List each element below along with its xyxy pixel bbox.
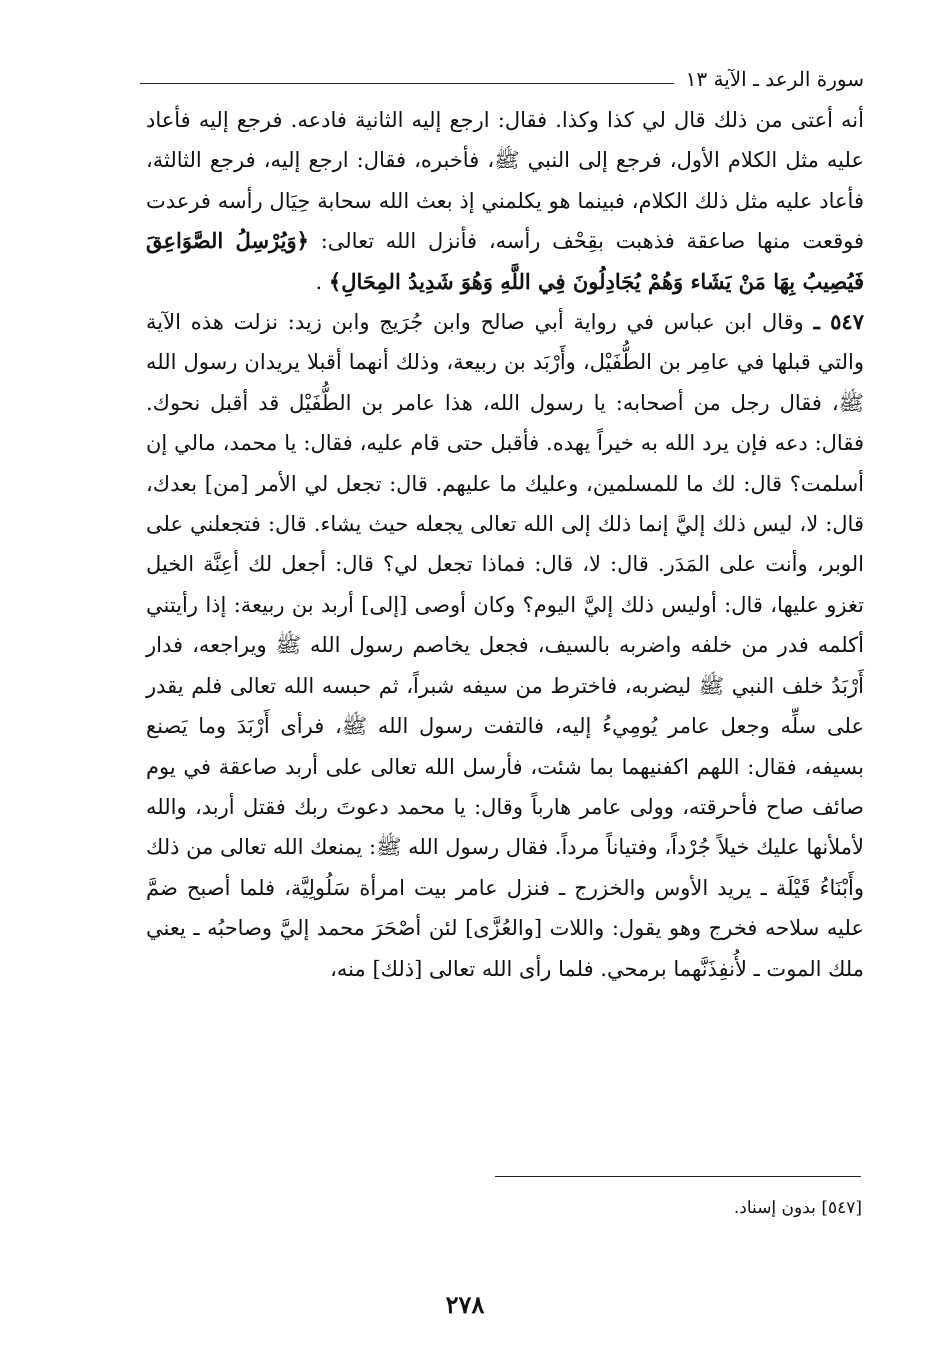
header-rule [140, 83, 674, 84]
paragraph-1 [146, 100, 864, 302]
paragraph-1-text: أنه أعتى من ذلك قال لي كذا وكذا. فقال: ارجع إليه الثانية فادعه. فرجع إليه فأعاد عليه مثل الكلام الأول، فرجع إلى النبي ﷺ، فأخبره، فقال: ارجع إليه، فرجع الثالثة، فأعاد عليه مثل ذلك الكلام، فبينما هو يكلمني إذ بعث الله سحابة حِيَال رأسه فرعدت فوقعت منها صاعقة فذهبت بقِحْف رأسه، فأنزل الله تعالى: [146, 108, 864, 254]
paragraph-1-end: . [315, 269, 323, 294]
footnote: [٥٤٧] بدون إسناد. [733, 1198, 862, 1218]
paragraph-2-text: وقال ابن عباس في رواية أبي صالح وابن جُرَيج وابن زيد: نزلت هذه الآية والتي قبلها في عامِر بن الطُّفَيْل، وأَرْبَد بن ربيعة، وذلك أنهما أقبلا يريدان رسول الله ﷺ، فقال رجل من أصحابه: يا رسول الله، هذا عامر بن الطُّفَيْل قد أقبل نحوك. فقال: دعه فإن يرد الله به خيراً يهده. فأقبل حتى قام عليه، فقال: يا محمد، مالي إن أسلمت؟ قال: لك ما للمسلمين، وعليك ما عليهم. قال: تجعل لي الأمر [من] بعدك، قال: لا، ليس ذلك إليَّ إنما ذلك إلى الله تعالى يجعله حيث يشاء. قال: فتجعلني على الوبر، وأنت على المَدَر. قال: لا، قال: فماذا تجعل لي؟ قال: أجعل لك أعِنَّة الخيل تغزو عليها، قال: أوليس ذلك إليَّ اليوم؟ وكان أوصى [إلى] أربد بن ربيعة: إذا رأيتني أكلمه فدر من خلفه واضربه بالسيف، فجعل يخاصم رسول الله ﷺ ويراجعه، فدار أَرْبَدُ خلف النبي ﷺ ليضربه، فاخترط من سيفه شبراً، ثم حبسه الله تعالى فلم يقدر على سلِّه وجعل عامر يُومِيءُ إليه، فالتفت رسول الله ﷺ، فرأى أَرْبَدَ وما يَصنع بسيفه، فقال: اللهم اكفنيهما بما شئت، فأرسل الله تعالى على أربد صاعقة في يوم صائف صاح فأحرقته، وولى عامر هارباً وقال: يا محمد دعوتَ ربك فقتل أربد، والله لأملأنها عليك خيلاً جُرْداً، وفتياناً مرداً. فقال رسول الله ﷺ: يمنعك الله تعالى من ذلك وأَبْنَاءُ قَيْلَة ـ يريد الأوس والخزرج ـ فنزل عامر بيت امرأة سَلُولِيَّة، فلما أصبح ضمَّ عليه سلاحه فخرج وهو يقول: واللات [والعُزَّى] لئن أصْحَرَ محمد إليَّ وصاحبُه ـ يعني ملك الموت ـ لأُنفِذَنَّهما برمحي. فلما رأى الله تعالى [ذلك] منه، [146, 310, 864, 981]
page-number: ٢٧٨ [445, 1290, 485, 1319]
main-text [146, 100, 864, 989]
surah-verse-title: سورة الرعد ـ الآية ١٣ [676, 66, 864, 92]
quran-verse: ﴿وَيُرْسِلُ الصَّوَاعِقَ فَيُصِيبُ بِهَا مَنْ يَشَاء وَهُمْ يُجَادِلُونَ فِي اللَّهِ وَهُوَ شَدِيدُ المِحَالِ﴾ [146, 228, 864, 294]
paragraph-2 [146, 302, 864, 989]
hadith-number: ٥٤٧ ـ [813, 309, 864, 335]
footnote-rule [495, 1176, 861, 1177]
running-header [140, 66, 864, 96]
